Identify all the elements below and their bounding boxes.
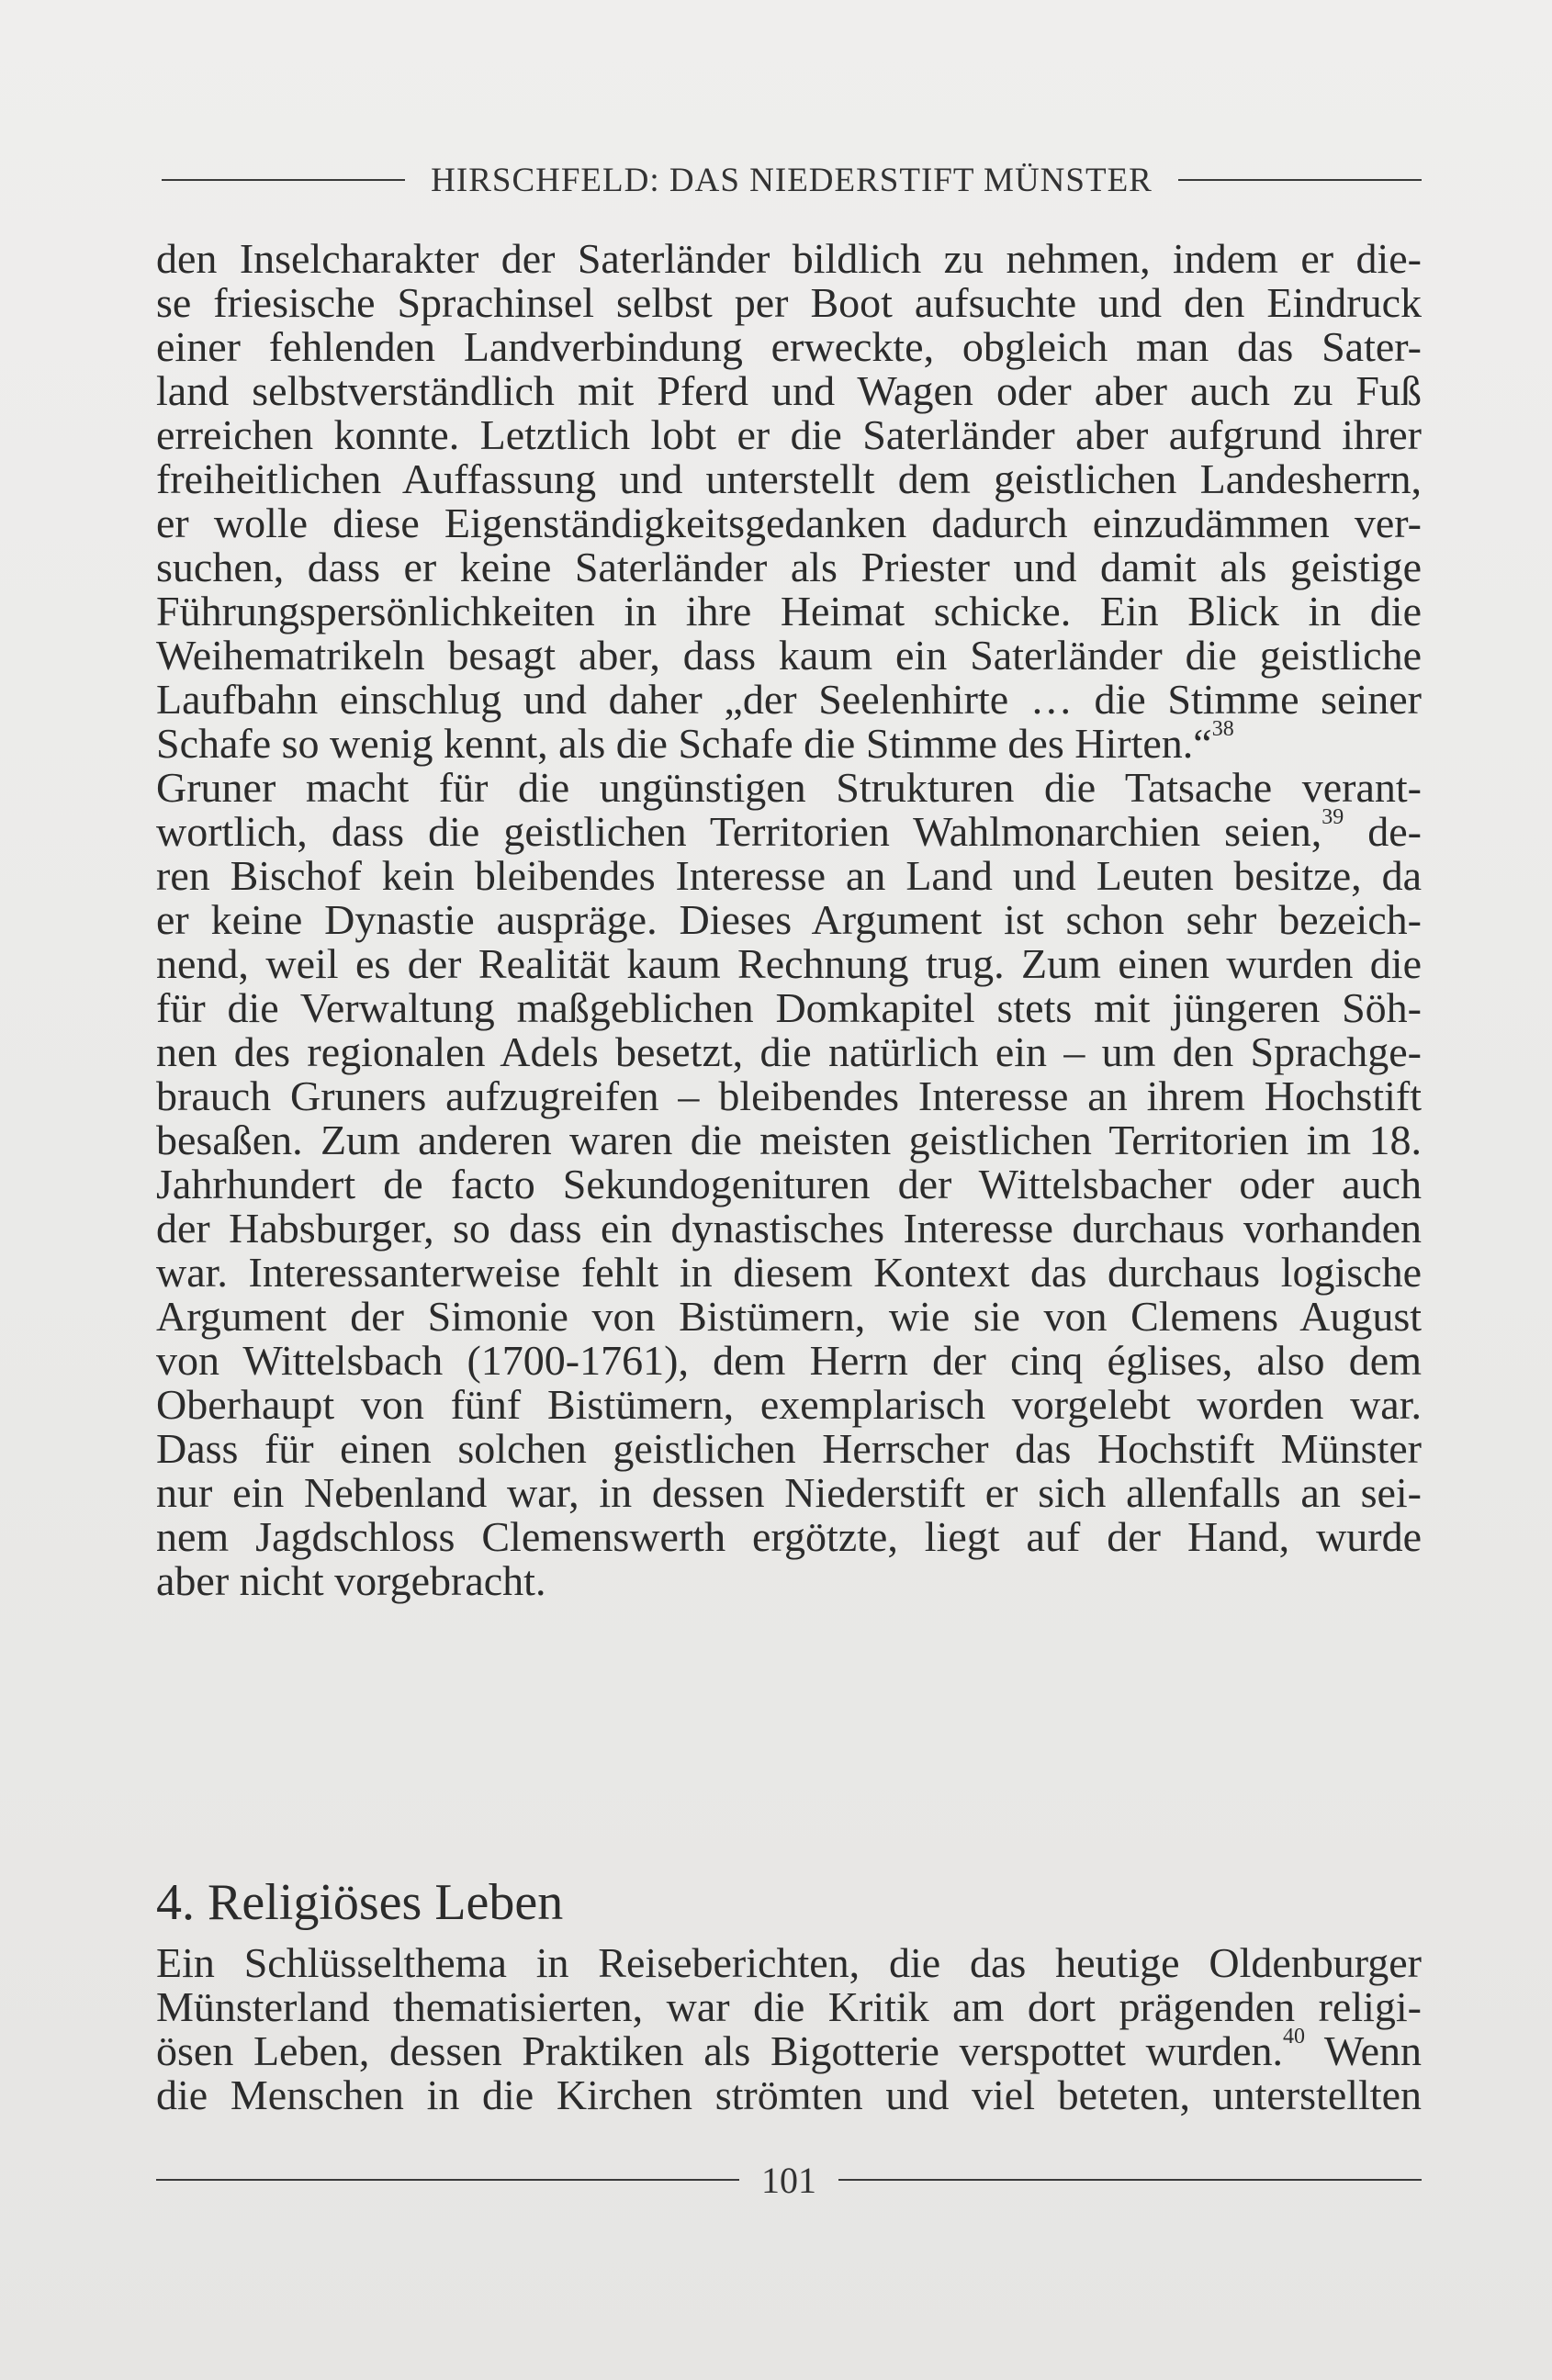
footnote-marker: 40: [1283, 2025, 1306, 2049]
page-footer: [156, 2160, 1422, 2200]
body-paragraph-1: [156, 237, 1422, 1603]
text-line: Argument der Simonie von Bistümern, wie sie von Clemens August: [156, 1293, 1422, 1340]
text-line: nend, weil es der Realität kaum Rechnung trug. Zum einen wurden die: [156, 940, 1422, 987]
line-text-cont: de-: [1344, 808, 1422, 855]
footer-rule-left: [156, 2179, 739, 2181]
running-header: [162, 162, 1422, 198]
text-line: nur ein Nebenland war, in dessen Niederstift er sich allenfalls an sei-: [156, 1469, 1422, 1516]
header-rule-left: [162, 179, 405, 181]
footer-rule-right: [838, 2179, 1422, 2181]
text-line: Weihematrikeln besagt aber, dass kaum ein Saterländer die geistliche: [156, 632, 1422, 679]
text-line-with-footnote: [156, 717, 1422, 767]
text-line: von Wittelsbach (1700-1761), dem Herrn der cinq églises, also dem: [156, 1337, 1422, 1384]
page-number: 101: [761, 2159, 816, 2201]
text-line: suchen, dass er keine Saterländer als Priester und damit als geistige: [156, 544, 1422, 590]
text-line-with-footnote: [156, 805, 1422, 855]
text-line: aber nicht vorgebracht.: [156, 1557, 546, 1604]
text-line: land selbstverständlich mit Pferd und Wagen oder aber auch zu Fuß: [156, 367, 1422, 414]
header-rule-right: [1178, 179, 1422, 181]
text-line: besaßen. Zum anderen waren die meisten geistlichen Territorien im 18.: [156, 1117, 1422, 1163]
line-text: wortlich, dass die geistlichen Territorien Wahlmonarchien seien,: [156, 808, 1322, 855]
line-text: ösen Leben, dessen Praktiken als Bigotterie verspottet wurden.: [156, 2027, 1284, 2074]
footnote-marker: 39: [1321, 805, 1344, 829]
text-line: Ein Schlüsselthema in Reiseberichten, die das heutige Oldenburger: [156, 1939, 1422, 1986]
running-title: HIRSCHFELD: DAS NIEDERSTIFT MÜNSTER: [431, 161, 1153, 199]
text-line: brauch Gruners aufzugreifen – bleibendes Interesse an ihrem Hochstift: [156, 1072, 1422, 1119]
line-text: Schafe so wenig kennt, als die Schafe die Stimme des Hirten.“: [156, 720, 1212, 767]
text-line-with-footnote: [156, 2025, 1422, 2074]
text-line: nem Jagdschloss Clemenswerth ergötzte, liegt auf der Hand, wurde: [156, 1513, 1422, 1560]
text-line: er keine Dynastie auspräge. Dieses Argument ist schon sehr bezeich-: [156, 896, 1422, 943]
text-line: für die Verwaltung maßgeblichen Domkapitel stets mit jüngeren Söh-: [156, 984, 1422, 1031]
text-line: der Habsburger, so dass ein dynastisches Interesse durchaus vorhanden: [156, 1205, 1422, 1252]
text-line: Oberhaupt von fünf Bistümern, exemplarisch vorgelebt worden war.: [156, 1381, 1422, 1428]
text-line: erreichen konnte. Letztlich lobt er die Saterländer aber aufgrund ihrer: [156, 411, 1422, 458]
text-line: nen des regionalen Adels besetzt, die natürlich ein – um den Sprachge-: [156, 1028, 1422, 1075]
line-text-cont: Wenn: [1305, 2027, 1422, 2074]
text-line: einer fehlenden Landverbindung erweckte, obgleich man das Sater-: [156, 323, 1422, 370]
text-line: Führungspersönlichkeiten in ihre Heimat schicke. Ein Blick in die: [156, 588, 1422, 634]
footnote-marker: 38: [1211, 717, 1234, 741]
text-line: Dass für einen solchen geistlichen Herrscher das Hochstift Münster: [156, 1425, 1422, 1472]
text-line: Gruner macht für die ungünstigen Strukturen die Tatsache verant-: [156, 764, 1422, 811]
text-line: Laufbahn einschlug und daher „der Seelenhirte … die Stimme seiner: [156, 676, 1422, 723]
section-heading: 4. Religiöses Leben: [156, 1874, 564, 1931]
text-line: Münsterland thematisierten, war die Kritik am dort prägenden religi-: [156, 1983, 1422, 2030]
text-line: war. Interessanterweise fehlt in diesem Kontext das durchaus logische: [156, 1249, 1422, 1296]
body-paragraph-2: [156, 1941, 1422, 2117]
text-line: Jahrhundert de facto Sekundogenituren der Wittelsbacher oder auch: [156, 1161, 1422, 1207]
text-line: den Inselcharakter der Saterländer bildlich zu nehmen, indem er die-: [156, 235, 1422, 282]
text-line: ren Bischof kein bleibendes Interesse an Land und Leuten besitze, da: [156, 852, 1422, 899]
text-line: se friesische Sprachinsel selbst per Boot aufsuchte und den Eindruck: [156, 279, 1422, 326]
text-line: die Menschen in die Kirchen strömten und viel beteten, unterstellten: [156, 2071, 1422, 2118]
text-line: er wolle diese Eigenständigkeitsgedanken dadurch einzudämmen ver-: [156, 500, 1422, 546]
text-line: freiheitlichen Auffassung und unterstellt dem geistlichen Landesherrn,: [156, 455, 1422, 502]
